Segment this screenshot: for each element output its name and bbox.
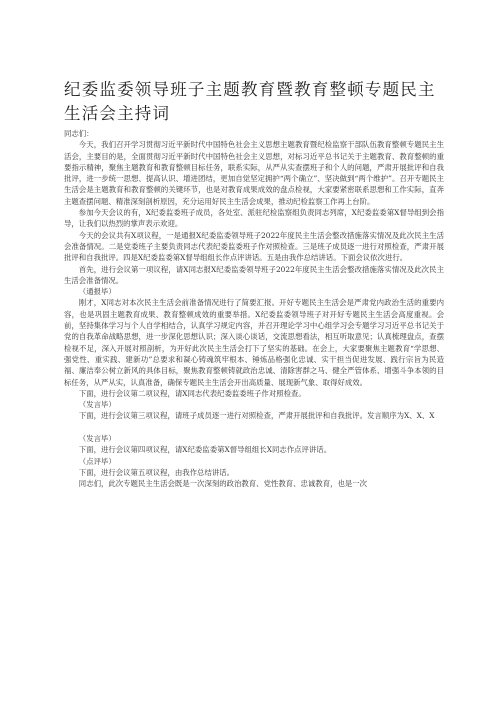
paragraph: （发言毕）	[78, 400, 116, 410]
paragraph: 今天，我们召开学习贯彻习近平新时代中国特色社会主义思想主题教育暨纪检监察干部队伍教育整顿专题民主生活会，主要目的是，全面贯彻习近平新时代中国特色社会主义思想，对标习近平总书记关于主题教育、教育整顿的重要指示精神，聚焦主题教育和教育整顿目标任务，联系实际，从严从实查摆班子和个人的问题，严肃开展批评和自我批评，进一步统一思想、提高认识、增进团结，更加自觉坚定拥护“两个确立”、坚决做到“两个维护”。召开专题民主生活会是主题教育和教育整顿的关键环节，也是对教育成果成效的盘点检视，大家要紧密联系思想和工作实际，直奔主题查摆问题、精准深刻剖析原因，充分运用好民主生活会成果，推动纪检监察工作再上台阶。	[64, 140, 444, 206]
paragraph: 首先，进行会议第一项议程，请X同志报X纪委监委领导班子2022年度民主生活会整改措施落实情况及此次民主生活会准备情况。	[64, 264, 444, 285]
paragraph: （发言毕）	[78, 434, 116, 444]
page-title: 纪委监委领导班子主题教育暨教育整顿专题民主生活会主持词	[64, 80, 436, 123]
document-body	[64, 128, 444, 490]
paragraph: （点评毕）	[78, 456, 116, 466]
paragraph: 下面，进行会议第五项议程，由我作总结讲话。	[78, 467, 235, 477]
paragraph: （通报毕）	[78, 287, 116, 297]
paragraph: 下面，进行会议第三项议程，请班子成员逐一进行对照检查，严肃开展批评和自我批评。发言顺序为X、X、X	[78, 411, 435, 421]
paragraph: 参加今天会议的有，X纪委监委班子成员，各处室、派驻纪检监察组负责同志列席，X纪委监委第X督导组到会指导，让我们以热烈的掌声表示欢迎。	[64, 208, 444, 229]
paragraph-spacer	[64, 422, 444, 433]
paragraph: 同志们，此次专题民主生活会既是一次深刻的政治教育、党性教育、忠诚教育，也是一次	[78, 479, 368, 489]
paragraph: 下面，进行会议第四项议程，请X纪委监委第X督导组组长X同志作点评讲话。	[78, 445, 332, 455]
paragraph: 刚才，X同志对本次民主生活会前准备情况进行了简要汇报。开好专题民主生活会是严肃党内政治生活的重要内容，也是巩固主题教育成果、教育整顿成效的重要举措。X纪委监委领导班子对开好专题民主生活会高度重视。会前，坚持集体学习与个人自学相结合，认真学习规定内容，并召开理论学习中心组学习会专题学习习近平总书记关于党的自我革命战略思想，进一步深化思想认识；深入谈心谈话，交流思想看法，相互听取意见；认真梳理盘点，查摆检视不足，深入开展对照剖析，为开好此次民主生活会打下了坚实的基础。在会上，大家要聚焦主题教育“学思想、强党性、重实践、建新功”总要求和凝心铸魂筑牢根本、锤炼品格强化忠诚、实干担当促进发展、践行宗旨为民造福、廉洁奉公树立新风的具体目标，聚焦教育整顿铸就政治忠诚、清除害群之马、健全严管体系、增强斗争本领的目标任务，从严从实，认真准备，确保专题民主生活会开出高质量、展现新气象、取得好成效。	[64, 298, 444, 387]
paragraph: 下面，进行会议第二项议程，请X同志代表纪委监委班子作对照检查。	[78, 388, 306, 398]
paragraph: 同志们：	[64, 129, 94, 138]
paragraph: 今天的会议共有X项议程，一是通报X纪委监委领导班子2022年度民主生活会整改措施落实情况及此次民主生活会准备情况。二是党委班子主要负责同志代表纪委监委班子作对照检查。三是班子成员逐一进行对照检查，严肃开展批评和自我批评。四是X纪委监委第X督导组组长作点评讲话。五是由我作总结讲话。下面会议依次进行。	[64, 230, 444, 263]
